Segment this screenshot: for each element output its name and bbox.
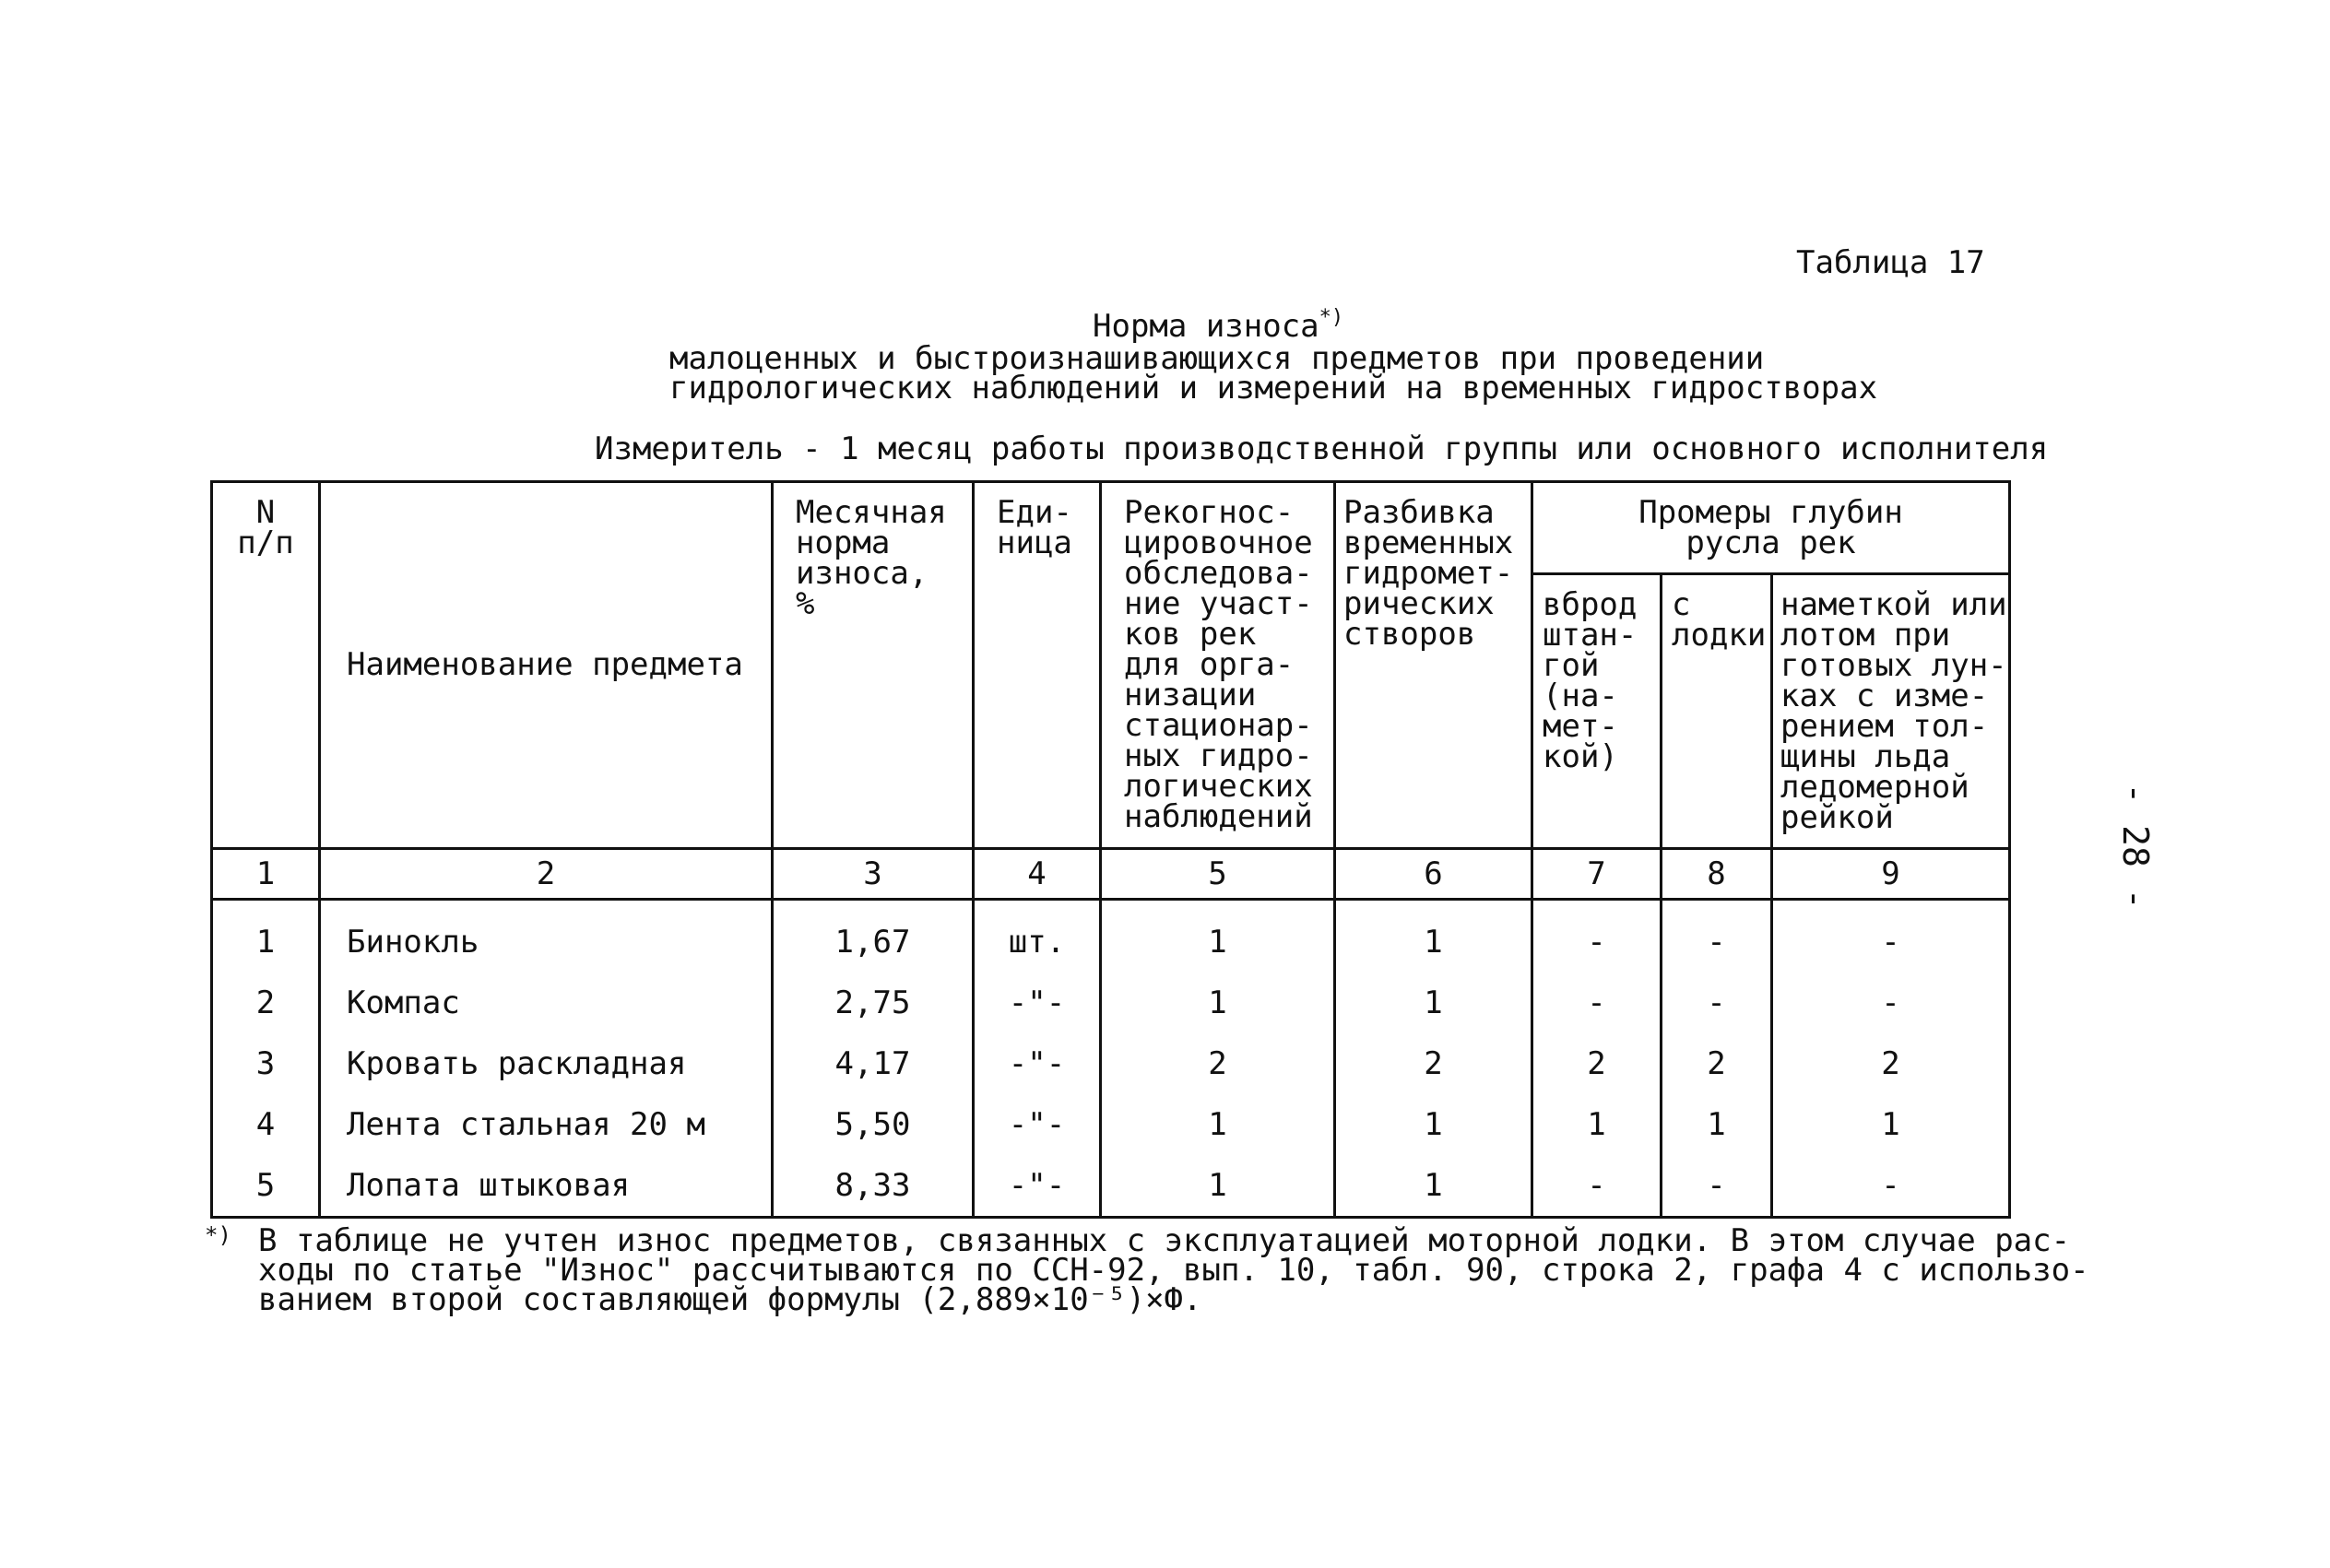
cell-number: 3	[212, 1033, 320, 1094]
header-ice: наметкой или лотом при готовых лун- ках с изме- рением тол- щины льда ледомерной рейкой	[1772, 574, 2010, 849]
column-number: 9	[1772, 849, 2010, 900]
table-row	[212, 1094, 2010, 1155]
cell-number: 4	[212, 1094, 320, 1155]
cell-recon: 1	[1101, 1155, 1335, 1218]
cell-recon: 1	[1101, 973, 1335, 1033]
cell-item-name: Бинокль	[320, 912, 773, 973]
cell-unit: -"-	[974, 1033, 1101, 1094]
cell-norm: 8,33	[773, 1155, 974, 1218]
wear-norm-table	[210, 480, 2011, 1219]
column-numbers-row	[212, 849, 2010, 900]
cell-ford: 2	[1532, 1033, 1662, 1094]
column-number: 7	[1532, 849, 1662, 900]
column-number: 8	[1662, 849, 1772, 900]
cell-ice: 1	[1772, 1094, 2010, 1155]
cell-unit: -"-	[974, 1155, 1101, 1218]
cell-breakdown: 1	[1335, 1094, 1532, 1155]
cell-recon: 2	[1101, 1033, 1335, 1094]
table-row	[212, 973, 2010, 1033]
table-row	[212, 912, 2010, 973]
cell-recon: 1	[1101, 1094, 1335, 1155]
header-number: N п/п	[212, 482, 320, 849]
header-breakdown: Разбивка временных гидромет- рических створов	[1335, 482, 1532, 849]
column-number: 6	[1335, 849, 1532, 900]
cell-norm: 4,17	[773, 1033, 974, 1094]
cell-item-name: Кровать раскладная	[320, 1033, 773, 1094]
cell-norm: 1,67	[773, 912, 974, 973]
cell-boat: -	[1662, 1155, 1772, 1218]
cell-ice: 2	[1772, 1033, 2010, 1094]
cell-boat: -	[1662, 912, 1772, 973]
column-number: 2	[320, 849, 773, 900]
cell-ford: -	[1532, 1155, 1662, 1218]
cell-breakdown: 2	[1335, 1033, 1532, 1094]
header-item-name: Наименование предмета	[320, 482, 773, 849]
column-number: 3	[773, 849, 974, 900]
page-number: - 28 -	[2115, 783, 2156, 910]
header-reconnaissance: Рекогнос- цировочное обследова- ние участ- ков рек для орга- низации стационар- ных гидро- логических наблюдений	[1101, 482, 1335, 849]
cell-unit: -"-	[974, 973, 1101, 1033]
column-number: 4	[974, 849, 1101, 900]
table-row	[212, 1155, 2010, 1218]
footnote-reference: *)	[1319, 306, 1344, 329]
cell-breakdown: 1	[1335, 1155, 1532, 1218]
header-boat: с лодки	[1662, 574, 1772, 849]
header-ford: вброд штан- гой (на- мет- кой)	[1532, 574, 1662, 849]
cell-breakdown: 1	[1335, 973, 1532, 1033]
cell-boat: 2	[1662, 1033, 1772, 1094]
cell-item-name: Лента стальная 20 м	[320, 1094, 773, 1155]
title-text: Норма износа	[1093, 308, 1319, 345]
footnote-line-1: В таблице не учтен износ предметов, связанных с эксплуатацией моторной лодки. В этом случае рас-	[258, 1222, 2071, 1259]
cell-ford: -	[1532, 912, 1662, 973]
header-unit: Еди- ница	[974, 482, 1101, 849]
cell-boat: -	[1662, 973, 1772, 1033]
cell-norm: 5,50	[773, 1094, 974, 1155]
cell-breakdown: 1	[1335, 912, 1532, 973]
footnote-line-3: ванием второй составляющей формулы (2,889×10⁻⁵)×Ф.	[258, 1281, 1202, 1318]
cell-ice: -	[1772, 912, 2010, 973]
cell-item-name: Лопата штыковая	[320, 1155, 773, 1218]
table-label: Таблица 17	[1796, 244, 1985, 281]
header-monthly-norm: Месячная норма износа, %	[773, 482, 974, 849]
cell-number: 2	[212, 973, 320, 1033]
document-title	[1093, 306, 1344, 345]
measure-unit-line: Измеритель - 1 месяц работы производственной группы или основного исполнителя	[595, 430, 2049, 467]
footnote	[205, 1222, 2089, 1318]
footnote-line-2: ходы по статье "Износ" рассчитываются по ССН-92, вып. 10, табл. 90, строка 2, графа 4 с использо-	[258, 1252, 2089, 1289]
cell-ice: -	[1772, 973, 2010, 1033]
title-subtitle-line-2: гидрологических наблюдений и измерений на временных гидростворах	[669, 370, 1878, 407]
cell-recon: 1	[1101, 912, 1335, 973]
cell-norm: 2,75	[773, 973, 974, 1033]
table-row	[212, 1033, 2010, 1094]
cell-ice: -	[1772, 1155, 2010, 1218]
cell-ford: -	[1532, 973, 1662, 1033]
cell-item-name: Компас	[320, 973, 773, 1033]
cell-unit: -"-	[974, 1094, 1101, 1155]
column-number: 1	[212, 849, 320, 900]
footnote-mark: *)	[205, 1222, 231, 1248]
title-subtitle-line-1: малоценных и быстроизнашивающихся предметов при проведении	[669, 340, 1765, 377]
header-depth-soundings: Промеры глубин русла рек	[1532, 482, 2010, 574]
column-number: 5	[1101, 849, 1335, 900]
cell-boat: 1	[1662, 1094, 1772, 1155]
cell-unit: шт.	[974, 912, 1101, 973]
cell-ford: 1	[1532, 1094, 1662, 1155]
cell-number: 1	[212, 912, 320, 973]
cell-number: 5	[212, 1155, 320, 1218]
